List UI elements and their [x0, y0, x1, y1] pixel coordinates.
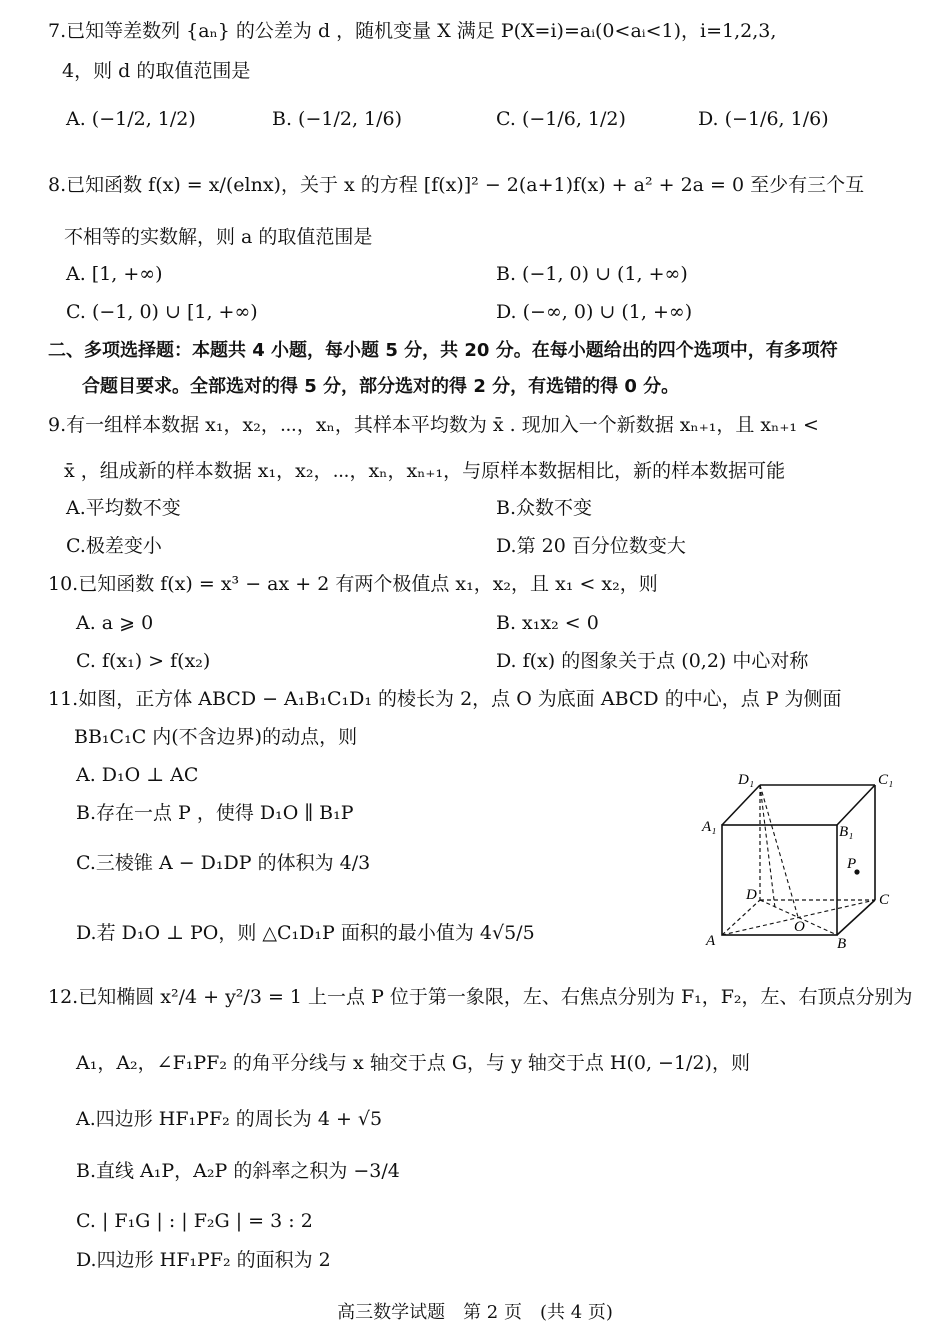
q8-option-d: D. (−∞, 0) ∪ (1, +∞) — [496, 301, 693, 323]
segment-d1-inner — [760, 785, 775, 908]
q8-stem-line1: 8.已知函数 f(x) = x/(elnx)，关于 x 的方程 [f(x)]² − 2(a+1)f(x) + a² + 2a = 0 至少有三个互 — [48, 174, 865, 196]
label-o: O — [794, 919, 805, 935]
q9-stem-line2: x̄ ，组成新的样本数据 x₁，x₂，⋯，xₙ，xₙ₊₁，与原样本数据相比，新的样本数据可能 — [64, 460, 786, 482]
q10-option-d: D. f(x) 的图象关于点 (0,2) 中心对称 — [496, 650, 809, 672]
section2-heading-line2: 合题目要求。全部选对的得 5 分，部分选对的得 2 分，有选错的得 0 分。 — [82, 376, 680, 397]
label-b: B — [837, 936, 847, 952]
cube-figure — [690, 760, 910, 960]
section2-heading-line1: 二、多项选择题：本题共 4 小题，每小题 5 分，共 20 分。在每小题给出的四个选项中，有多项符 — [48, 340, 838, 361]
q12-stem-line1: 12.已知椭圆 x²/4 + y²/3 = 1 上一点 P 位于第一象限，左、右焦点分别为 F₁，F₂，左、右顶点分别为 — [48, 986, 913, 1008]
label-b1: B₁ — [839, 824, 854, 840]
label-c1: C₁ — [878, 772, 894, 788]
q12-option-b: B.直线 A₁P，A₂P 的斜率之积为 −3/4 — [76, 1160, 400, 1182]
q11-option-a: A. D₁O ⊥ AC — [76, 764, 199, 786]
q7-option-b: B. (−1/2, 1/6) — [272, 108, 403, 130]
q10-stem-line1: 10.已知函数 f(x) = x³ − ax + 2 有两个极值点 x₁，x₂，且 x₁ < x₂，则 — [48, 573, 658, 595]
edge-a1d1 — [722, 785, 760, 825]
q12-option-c: C. | F₁G | : | F₂G | = 3 : 2 — [76, 1210, 313, 1232]
q11-option-d: D.若 D₁O ⊥ PO，则 △C₁D₁P 面积的最小值为 4√5/5 — [76, 922, 535, 944]
q11-stem-line2: BB₁C₁C 内(不含边界)的动点，则 — [74, 726, 358, 748]
segment-d1o — [760, 785, 798, 917]
q8-option-c: C. (−1, 0) ∪ [1, +∞) — [66, 301, 258, 323]
q9-option-b: B.众数不变 — [496, 497, 593, 519]
q8-option-a: A. [1, +∞) — [66, 263, 163, 285]
label-a1: A₁ — [702, 819, 717, 835]
q7-option-d: D. (−1/6, 1/6) — [698, 108, 829, 130]
label-c: C — [879, 892, 890, 908]
label-a: A — [706, 933, 716, 949]
q11-option-b: B.存在一点 P ，使得 D₁O ∥ B₁P — [76, 802, 354, 824]
q10-option-c: C. f(x₁) > f(x₂) — [76, 650, 211, 672]
q12-option-a: A.四边形 HF₁PF₂ 的周长为 4 + √5 — [76, 1108, 383, 1130]
q7-option-a: A. (−1/2, 1/2) — [66, 108, 196, 130]
q9-stem-line1: 9.有一组样本数据 x₁，x₂，⋯，xₙ，其样本平均数为 x̄ . 现加入一个新数据 xₙ₊₁，且 xₙ₊₁ < — [48, 414, 819, 436]
q11-stem-line1: 11.如图，正方体 ABCD − A₁B₁C₁D₁ 的棱长为 2，点 O 为底面 ABCD 的中心，点 P 为侧面 — [48, 688, 842, 710]
edge-ad-hidden — [722, 900, 760, 935]
page-footer: 高三数学试题 第 2 页 (共 4 页) — [337, 1302, 613, 1323]
q8-stem-line2: 不相等的实数解，则 a 的取值范围是 — [64, 226, 373, 248]
edge-bc — [837, 900, 875, 935]
q7-stem-line1: 7.已知等差数列 {aₙ} 的公差为 d ，随机变量 X 满足 P(X=i)=aᵢ(0<aᵢ<1)，i=1,2,3, — [48, 20, 777, 42]
q12-option-d: D.四边形 HF₁PF₂ 的面积为 2 — [76, 1249, 331, 1271]
label-p: P — [847, 856, 857, 872]
label-d: D — [746, 887, 757, 903]
q7-option-c: C. (−1/6, 1/2) — [496, 108, 626, 130]
q9-option-c: C.极差变小 — [66, 535, 162, 557]
q11-option-c: C.三棱锥 A − D₁DP 的体积为 4/3 — [76, 852, 371, 874]
q10-option-b: B. x₁x₂ < 0 — [496, 612, 599, 634]
q8-option-b: B. (−1, 0) ∪ (1, +∞) — [496, 263, 688, 285]
q12-stem-line2: A₁，A₂，∠F₁PF₂ 的角平分线与 x 轴交于点 G，与 y 轴交于点 H(0, −1/2)，则 — [76, 1052, 750, 1074]
edge-b1c1 — [837, 785, 875, 825]
q10-option-a: A. a ⩾ 0 — [76, 612, 154, 634]
q7-stem-line2: 4，则 d 的取值范围是 — [62, 60, 251, 82]
q9-option-d: D.第 20 百分位数变大 — [496, 535, 686, 557]
label-d1: D₁ — [738, 772, 755, 788]
q9-option-a: A.平均数不变 — [66, 497, 181, 519]
